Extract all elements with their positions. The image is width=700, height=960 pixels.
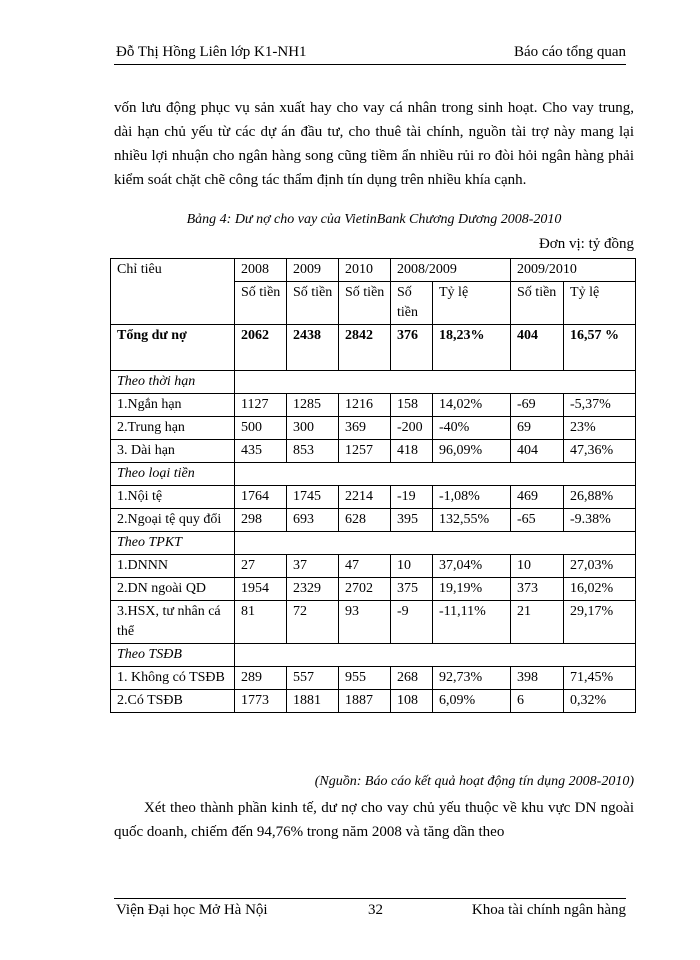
cell-value: 1745 — [287, 486, 339, 509]
section-label: Theo TPKT — [111, 532, 235, 555]
cell-value: 37,04% — [433, 555, 511, 578]
cell-value: 375 — [391, 578, 433, 601]
paragraph-intro: vốn lưu động phục vụ sản xuất hay cho vay cá nhân trong sinh hoạt. Cho vay trung, dài hạn chủ yếu từ các dự án đầu tư, cho thuê tài chính, nguồn tài trợ này mang lại nhiều lợi nhuận cho ngân hàng song cũng tiềm ẩn nhiều rủi ro đòi hỏi ngân hàng phải kiểm soát chặt chẽ công tác thẩm định tín dụng trên nhiều khía cạnh. — [114, 100, 634, 188]
subheader-sotien: Số tiền — [287, 282, 339, 325]
cell-value: 47,36% — [564, 440, 636, 463]
header-2010: 2010 — [339, 259, 391, 282]
cell-label: 1. Không có TSĐB — [111, 667, 235, 690]
section-label: Theo thời hạn — [111, 371, 235, 394]
header-2008: 2008 — [235, 259, 287, 282]
cell-value: 373 — [511, 578, 564, 601]
cell-value: 26,88% — [564, 486, 636, 509]
cell-value: 300 — [287, 417, 339, 440]
cell-value: 435 — [235, 440, 287, 463]
table-row — [111, 417, 636, 440]
cell-value: 1285 — [287, 394, 339, 417]
subheader-sotien: Số tiền — [235, 282, 287, 325]
table-row — [111, 601, 636, 644]
cell-value: 72 — [287, 601, 339, 644]
subheader-tyle: Tỷ lệ — [564, 282, 636, 325]
cell-value: 29,17% — [564, 601, 636, 644]
cell-label: 2.Có TSĐB — [111, 690, 235, 713]
cell-value: 1216 — [339, 394, 391, 417]
cell-value: 93 — [339, 601, 391, 644]
table-caption: Bảng 4: Dư nợ cho vay của VietinBank Chương Dương 2008-2010 — [186, 212, 562, 227]
cell-value: 158 — [391, 394, 433, 417]
cell-value: 418 — [391, 440, 433, 463]
cell-value: 500 — [235, 417, 287, 440]
header-2009-2010: 2009/2010 — [511, 259, 636, 282]
cell-label: 2.Trung hạn — [111, 417, 235, 440]
footer-faculty: Khoa tài chính ngân hàng — [471, 902, 626, 918]
subheader-sotien: Số tiền — [391, 282, 433, 325]
cell-value: 2702 — [339, 578, 391, 601]
cell-label: 1.DNNN — [111, 555, 235, 578]
footer-institution: Viện Đại học Mở Hà Nội — [116, 902, 268, 918]
cell-value: 21 — [511, 601, 564, 644]
cell-value: 1954 — [235, 578, 287, 601]
table-row — [111, 394, 636, 417]
cell-value: 71,45% — [564, 667, 636, 690]
cell-value: 369 — [339, 417, 391, 440]
cell-value: 92,73% — [433, 667, 511, 690]
cell-label: 3.HSX, tư nhân cá thể — [111, 601, 235, 644]
cell-value: 404 — [511, 325, 564, 371]
cell-value: 298 — [235, 509, 287, 532]
cell-value: 955 — [339, 667, 391, 690]
cell-value: 37 — [287, 555, 339, 578]
cell-value: 1257 — [339, 440, 391, 463]
loan-table — [110, 258, 636, 713]
table-section-row — [111, 371, 636, 394]
table-source: (Nguồn: Báo cáo kết quả hoạt động tín dụng 2008-2010) — [314, 774, 634, 789]
cell-value: 27 — [235, 555, 287, 578]
cell-value: 0,32% — [564, 690, 636, 713]
page-header — [114, 42, 626, 65]
cell-label: 1.Ngắn hạn — [111, 394, 235, 417]
cell-value: -9.38% — [564, 509, 636, 532]
cell-value: 47 — [339, 555, 391, 578]
cell-value: -65 — [511, 509, 564, 532]
cell-value: 404 — [511, 440, 564, 463]
cell-value: 1764 — [235, 486, 287, 509]
cell-value: 10 — [391, 555, 433, 578]
table-row-total — [111, 325, 636, 371]
cell-label: 2.Ngoại tệ quy đổi — [111, 509, 235, 532]
table-section-row — [111, 532, 636, 555]
cell-value: 2842 — [339, 325, 391, 371]
cell-label: 3. Dài hạn — [111, 440, 235, 463]
cell-value: -9 — [391, 601, 433, 644]
table-section-row — [111, 463, 636, 486]
cell-value: 289 — [235, 667, 287, 690]
cell-label: 1.Nội tệ — [111, 486, 235, 509]
header-2008-2009: 2008/2009 — [391, 259, 511, 282]
table-row — [111, 555, 636, 578]
cell-value: 10 — [511, 555, 564, 578]
cell-value: 2329 — [287, 578, 339, 601]
table-section-row — [111, 644, 636, 667]
header-2009: 2009 — [287, 259, 339, 282]
table-row — [111, 486, 636, 509]
cell-value: 18,23% — [433, 325, 511, 371]
section-label: Theo loại tiền — [111, 463, 235, 486]
table-row — [111, 509, 636, 532]
footer-page-number: 32 — [368, 902, 383, 918]
cell-value: -11,11% — [433, 601, 511, 644]
cell-value: 1127 — [235, 394, 287, 417]
table-row — [111, 690, 636, 713]
cell-value: -69 — [511, 394, 564, 417]
paragraph-analysis: Xét theo thành phần kinh tế, dư nợ cho vay chủ yếu thuộc về khu vực DN ngoài quốc doanh, chiếm đến 94,76% trong năm 2008 và tăng dần theo — [114, 800, 634, 840]
subheader-tyle: Tỷ lệ — [433, 282, 511, 325]
cell-value: 14,02% — [433, 394, 511, 417]
cell-value: 19,19% — [433, 578, 511, 601]
cell-value: 398 — [511, 667, 564, 690]
cell-value: 376 — [391, 325, 433, 371]
cell-value: 6,09% — [433, 690, 511, 713]
cell-value: 1881 — [287, 690, 339, 713]
section-label: Theo TSĐB — [111, 644, 235, 667]
cell-value: 469 — [511, 486, 564, 509]
table-row — [111, 578, 636, 601]
cell-value: 108 — [391, 690, 433, 713]
cell-value: -5,37% — [564, 394, 636, 417]
table-row — [111, 440, 636, 463]
header-report-title: Báo cáo tổng quan — [513, 44, 626, 60]
cell-value: 23% — [564, 417, 636, 440]
cell-value: -40% — [433, 417, 511, 440]
cell-value: -200 — [391, 417, 433, 440]
cell-value: 96,09% — [433, 440, 511, 463]
table-unit: Đơn vị: tỷ đồng — [538, 236, 634, 252]
cell-value: 268 — [391, 667, 433, 690]
cell-value: 16,57 % — [564, 325, 636, 371]
table-row — [111, 667, 636, 690]
cell-value: 2438 — [287, 325, 339, 371]
cell-value: 69 — [511, 417, 564, 440]
cell-value: 6 — [511, 690, 564, 713]
cell-label: 2.DN ngoài QD — [111, 578, 235, 601]
table-header-row — [111, 259, 636, 282]
cell-value: 2214 — [339, 486, 391, 509]
cell-value: 27,03% — [564, 555, 636, 578]
cell-value: 557 — [287, 667, 339, 690]
header-chitieu: Chỉ tiêu — [111, 259, 235, 325]
cell-value: 628 — [339, 509, 391, 532]
cell-value: 395 — [391, 509, 433, 532]
cell-value: 1773 — [235, 690, 287, 713]
cell-value: 132,55% — [433, 509, 511, 532]
page-footer — [114, 898, 626, 921]
cell-value: 1887 — [339, 690, 391, 713]
cell-value: 2062 — [235, 325, 287, 371]
subheader-sotien: Số tiền — [511, 282, 564, 325]
cell-value: -1,08% — [433, 486, 511, 509]
cell-value: 81 — [235, 601, 287, 644]
cell-value: -19 — [391, 486, 433, 509]
cell-value: 16,02% — [564, 578, 636, 601]
subheader-sotien: Số tiền — [339, 282, 391, 325]
cell-value: 693 — [287, 509, 339, 532]
cell-value: 853 — [287, 440, 339, 463]
cell-label: Tổng dư nợ — [111, 325, 235, 371]
header-author: Đỗ Thị Hồng Liên lớp K1-NH1 — [116, 44, 307, 60]
